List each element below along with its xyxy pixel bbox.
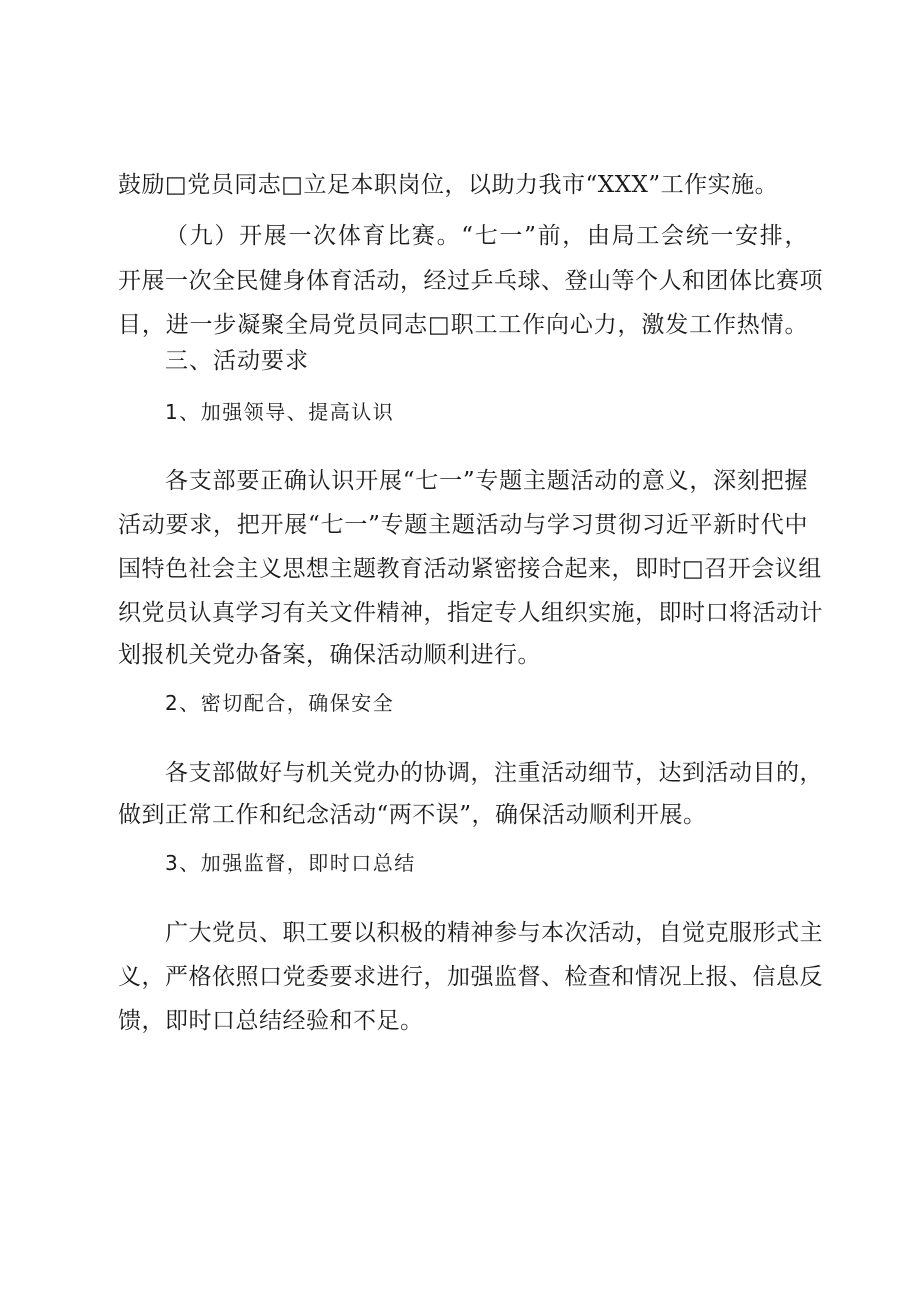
paragraph-line: 开展一次全民健身体育活动，经过乒乓球、登山等个人和团体比赛项 <box>118 268 823 294</box>
paragraph-line: 活动要求，把开展“七一”专题主题活动与学习贯彻习近平新时代中 <box>118 512 808 538</box>
paragraph-line: 鼓励□党员同志□立足本职岗位，以助力我市“XXX”工作实施。 <box>118 172 779 198</box>
paragraph-line: 划报机关党办备案，确保活动顺利进行。 <box>118 642 541 668</box>
subsection-title: 3、加强监督，即时口总结 <box>165 851 416 875</box>
paragraph-line: 目，进一步凝聚全局党员同志□职工工作向心力，激发工作热情。 <box>118 312 808 338</box>
subsection-title: 2、密切配合，确保安全 <box>165 691 395 715</box>
paragraph-line: 馈，即时口总结经验和不足。 <box>118 1008 424 1034</box>
section-heading: 三、活动要求 <box>165 348 309 374</box>
paragraph-line: 各支部要正确认识开展“七一”专题主题活动的意义，深刻把握 <box>165 468 808 494</box>
paragraph-line: 国特色社会主义思想主题教育活动紧密接合起来，即时□召开会议组 <box>118 556 822 582</box>
subsection-title: 1、加强领导、提高认识 <box>165 400 395 424</box>
paragraph-line: （九）开展一次体育比赛。“七一”前，由局工会统一安排， <box>165 223 808 249</box>
paragraph-line: 义，严格依照口党委要求进行，加强监督、检查和情况上报、信息反 <box>118 964 823 990</box>
paragraph-line: 广大党员、职工要以积极的精神参与本次活动，自觉克服形式主 <box>165 920 823 946</box>
paragraph-line: 各支部做好与机关党办的协调，注重活动细节，达到活动目的， <box>165 760 823 786</box>
paragraph-line: 织党员认真学习有关文件精神，指定专人组织实施，即时口将活动计 <box>118 600 823 626</box>
paragraph-line: 做到正常工作和纪念活动“两不误”，确保活动顺利开展。 <box>118 802 707 828</box>
